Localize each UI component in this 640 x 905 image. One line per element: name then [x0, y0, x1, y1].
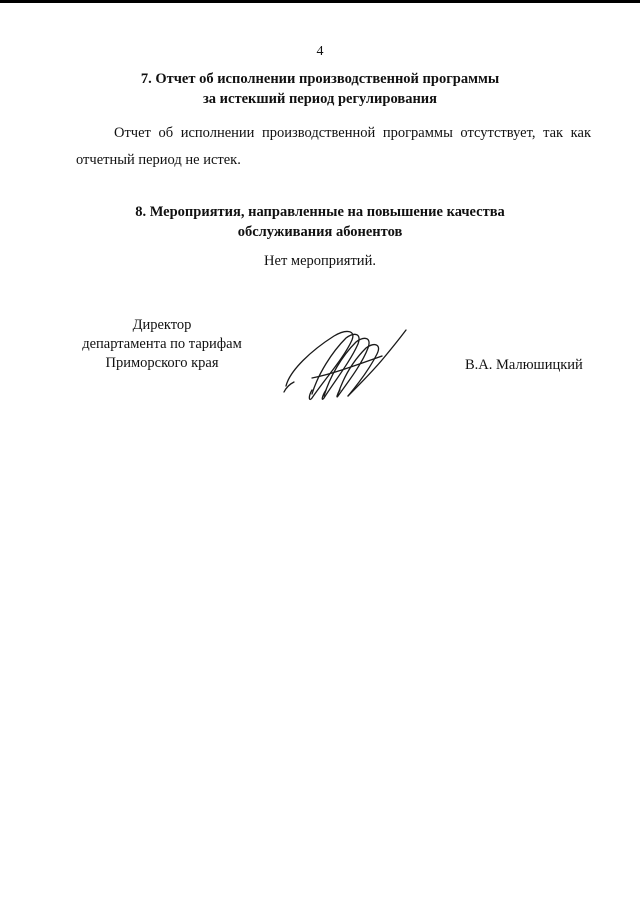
section-7-heading-line-2: за истекший период регулирования	[202, 91, 438, 107]
section-7-text-line-2: отчетный период не истек.	[76, 152, 241, 168]
section-8-heading-line-1: 8. Мероприятия, направленные на повышение качества	[135, 204, 505, 220]
section-7-heading-line-1: 7. Отчет об исполнении производственной программы	[140, 71, 500, 87]
scan-top-border	[0, 0, 640, 3]
handwritten-signature	[282, 322, 412, 404]
signatory-position	[64, 316, 260, 373]
signatory-position-line-2: департамента по тарифам	[82, 336, 242, 352]
page-number: 4	[316, 44, 324, 59]
signatory-position-line-3: Приморского края	[105, 355, 219, 371]
section-8-heading	[0, 202, 640, 242]
section-8-heading-line-2: обслуживания абонентов	[237, 224, 403, 240]
signatory-name: В.А. Малюшицкий	[465, 357, 583, 373]
section-7-text-line-1: Отчет об исполнении производственной программы отсутствует, так как	[114, 125, 591, 141]
section-8-text: Нет мероприятий.	[264, 253, 376, 269]
signatory-position-line-1: Директор	[132, 317, 192, 333]
section-7-heading	[0, 69, 640, 109]
section-7-paragraph	[76, 120, 591, 174]
